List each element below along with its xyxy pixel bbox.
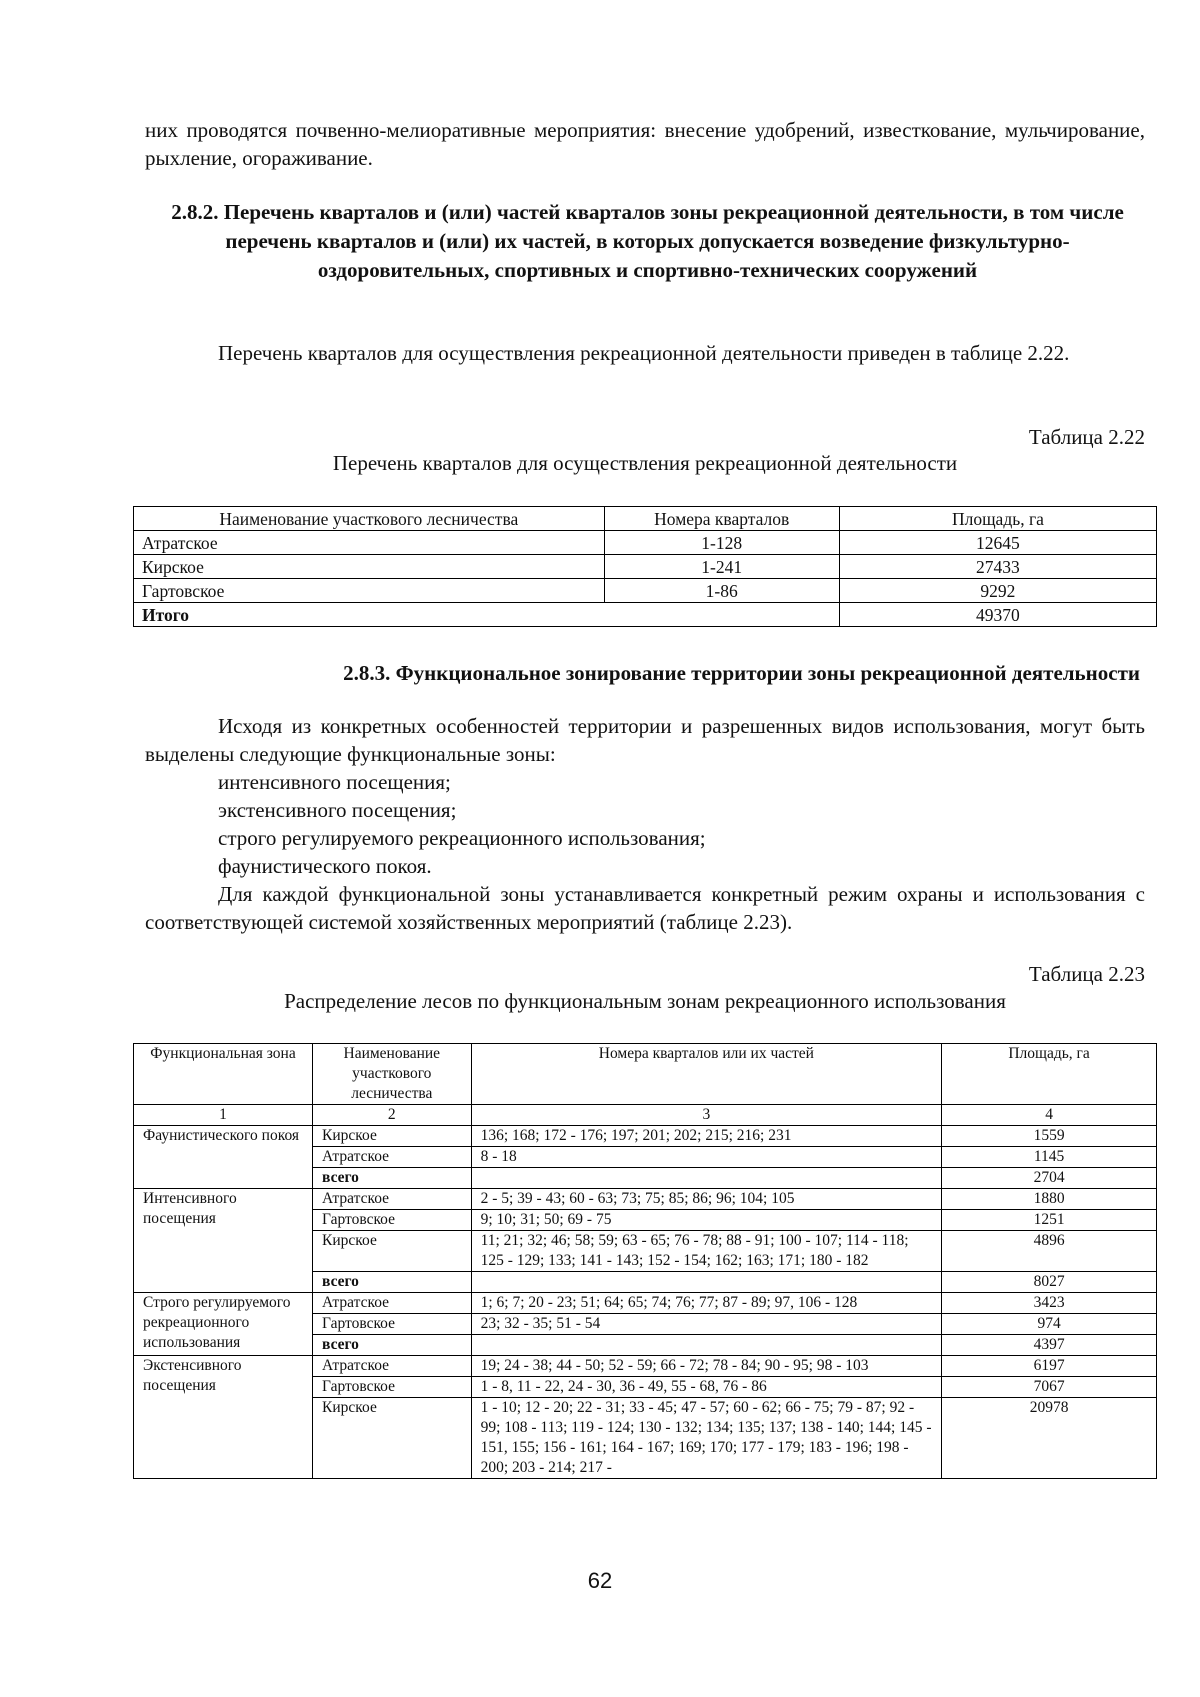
column-number-row [134, 1105, 1157, 1126]
zone-name: Интенсивного посещения [134, 1189, 313, 1293]
total-row [134, 603, 1157, 627]
table-2-22-caption: Перечень кварталов для осуществления рекреационной деятельности [332, 451, 958, 475]
section-2-8-2-title: 2.8.2. Перечень кварталов и (или) частей кварталов зоны рекреационной деятельности, в том числе перечень кварталов и (или) их частей, в которых допускается возведение физкультурно-оздоровительных, спортивных и спортивно-технических сооружений [171, 200, 1124, 282]
zone-list-item: строго регулируемого рекреационного использования; [218, 826, 706, 850]
quarter-numbers: 1 - 10; 12 - 20; 22 - 31; 33 - 45; 47 - 57; 60 - 62; 66 - 75; 79 - 87; 92 - 99; 108 - 113; 119 - 124; 130 - 132; 134; 135; 137; 138 - 140; 144; 145 - 151, 155; 156 - 161; 164 - 167; 169; 170; 177 - 179; 183 - 196; 198 - 200; 203 - 214; 217 - [471, 1398, 942, 1479]
quarter-numbers: 1-86 [604, 579, 839, 603]
area-value: 974 [942, 1314, 1157, 1335]
zone-list-item: интенсивного посещения; [218, 770, 451, 794]
forestry-name: Гартовское [313, 1314, 472, 1335]
forestry-name: Кирское [313, 1398, 472, 1479]
area-value: 1251 [942, 1210, 1157, 1231]
header-cell: Наименование участкового лесничества [134, 507, 605, 531]
table-2-23-caption: Распределение лесов по функциональным зонам рекреационного использования [284, 989, 1006, 1013]
table-row [134, 1126, 1157, 1147]
forestry-name: Гартовское [313, 1377, 472, 1398]
section-2-8-2-text: Перечень кварталов для осуществления рекреационной деятельности приведен в таблице 2.22. [218, 341, 1070, 365]
quarter-numbers: 23; 32 - 35; 51 - 54 [471, 1314, 942, 1335]
forestry-name: Кирское [313, 1126, 472, 1147]
quarter-numbers [471, 1335, 942, 1356]
total-label: Итого [134, 603, 840, 627]
header-cell: Номера кварталов или их частей [471, 1044, 942, 1105]
forestry-name: Атратское [313, 1147, 472, 1168]
forestry-name: Кирское [134, 555, 605, 579]
forestry-name: Атратское [313, 1189, 472, 1210]
subtotal-label: всего [313, 1168, 472, 1189]
table-row [134, 531, 1157, 555]
quarter-numbers: 1; 6; 7; 20 - 23; 51; 64; 65; 74; 76; 77; 87 - 89; 97, 106 - 128 [471, 1293, 942, 1314]
area-value: 1880 [942, 1189, 1157, 1210]
quarter-numbers: 2 - 5; 39 - 43; 60 - 63; 73; 75; 85; 86; 96; 104; 105 [471, 1189, 942, 1210]
area-value: 4896 [942, 1231, 1157, 1272]
header-cell: Площадь, га [839, 507, 1156, 531]
table-header-row [134, 507, 1157, 531]
area-value: 9292 [839, 579, 1156, 603]
area-value: 1145 [942, 1147, 1157, 1168]
subtotal-label: всего [313, 1335, 472, 1356]
subtotal-label: всего [313, 1272, 472, 1293]
section-2-8-3-paragraph: Исходя из конкретных особенностей территории и разрешенных видов использования, могут быть выделены следующие функциональные зоны: [145, 714, 1145, 766]
area-value: 20978 [942, 1398, 1157, 1479]
quarter-numbers: 136; 168; 172 - 176; 197; 201; 202; 215; 216; 231 [471, 1126, 942, 1147]
zone-name: Экстенсивного посещения [134, 1356, 313, 1479]
intro-paragraph: них проводятся почвенно-мелиоративные мероприятия: внесение удобрений, известкование, мульчирование, рыхление, огораживание. [145, 118, 1145, 170]
table-2-22-label: Таблица 2.22 [1028, 425, 1145, 449]
table-row [134, 555, 1157, 579]
quarter-numbers: 1 - 8, 11 - 22, 24 - 30, 36 - 49, 55 - 68, 76 - 86 [471, 1377, 942, 1398]
zone-name: Строго регулируемого рекреационного использования [134, 1293, 313, 1356]
table-header-row [134, 1044, 1157, 1105]
zone-list-item: экстенсивного посещения; [218, 798, 457, 822]
forestry-name: Кирское [313, 1231, 472, 1272]
column-number: 4 [942, 1105, 1157, 1126]
header-cell: Номера кварталов [604, 507, 839, 531]
page-number: 62 [587, 1568, 613, 1593]
area-value: 3423 [942, 1293, 1157, 1314]
quarter-numbers: 9; 10; 31; 50; 69 - 75 [471, 1210, 942, 1231]
quarter-numbers: 8 - 18 [471, 1147, 942, 1168]
table-row [134, 579, 1157, 603]
header-cell: Площадь, га [942, 1044, 1157, 1105]
forestry-name: Гартовское [313, 1210, 472, 1231]
forestry-name: Атратское [313, 1356, 472, 1377]
section-2-8-3-paragraph-2: Для каждой функциональной зоны устанавливается конкретный режим охраны и использования с соответствующей системой хозяйственных мероприятий (таблице 2.23). [145, 882, 1145, 934]
quarter-numbers: 1-241 [604, 555, 839, 579]
subtotal-value: 4397 [942, 1335, 1157, 1356]
column-number: 1 [134, 1105, 313, 1126]
forestry-name: Атратское [313, 1293, 472, 1314]
header-cell: Наименование участкового лесничества [313, 1044, 472, 1105]
area-value: 1559 [942, 1126, 1157, 1147]
subtotal-value: 2704 [942, 1168, 1157, 1189]
area-value: 12645 [839, 531, 1156, 555]
total-value: 49370 [839, 603, 1156, 627]
table-2-23 [133, 1043, 1157, 1479]
area-value: 27433 [839, 555, 1156, 579]
forestry-name: Атратское [134, 531, 605, 555]
column-number: 3 [471, 1105, 942, 1126]
area-value: 7067 [942, 1377, 1157, 1398]
header-cell: Функциональная зона [134, 1044, 313, 1105]
area-value: 6197 [942, 1356, 1157, 1377]
quarter-numbers: 11; 21; 32; 46; 58; 59; 63 - 65; 76 - 78; 88 - 91; 100 - 107; 114 - 118; 125 - 129; 133; 141 - 143; 152 - 154; 162; 163; 171; 180 - 182 [471, 1231, 942, 1272]
table-2-22 [133, 506, 1157, 627]
zone-list-item: фаунистического покоя. [218, 854, 432, 878]
table-row [134, 1356, 1157, 1377]
subtotal-value: 8027 [942, 1272, 1157, 1293]
table-row [134, 1293, 1157, 1314]
table-row [134, 1189, 1157, 1210]
quarter-numbers [471, 1168, 942, 1189]
column-number: 2 [313, 1105, 472, 1126]
section-2-8-3-title: 2.8.3. Функциональное зонирование территории зоны рекреационной деятельности [343, 661, 1140, 685]
zone-name: Фаунистического покоя [134, 1126, 313, 1189]
quarter-numbers [471, 1272, 942, 1293]
table-2-23-label: Таблица 2.23 [1028, 962, 1145, 986]
quarter-numbers: 1-128 [604, 531, 839, 555]
quarter-numbers: 19; 24 - 38; 44 - 50; 52 - 59; 66 - 72; 78 - 84; 90 - 95; 98 - 103 [471, 1356, 942, 1377]
forestry-name: Гартовское [134, 579, 605, 603]
